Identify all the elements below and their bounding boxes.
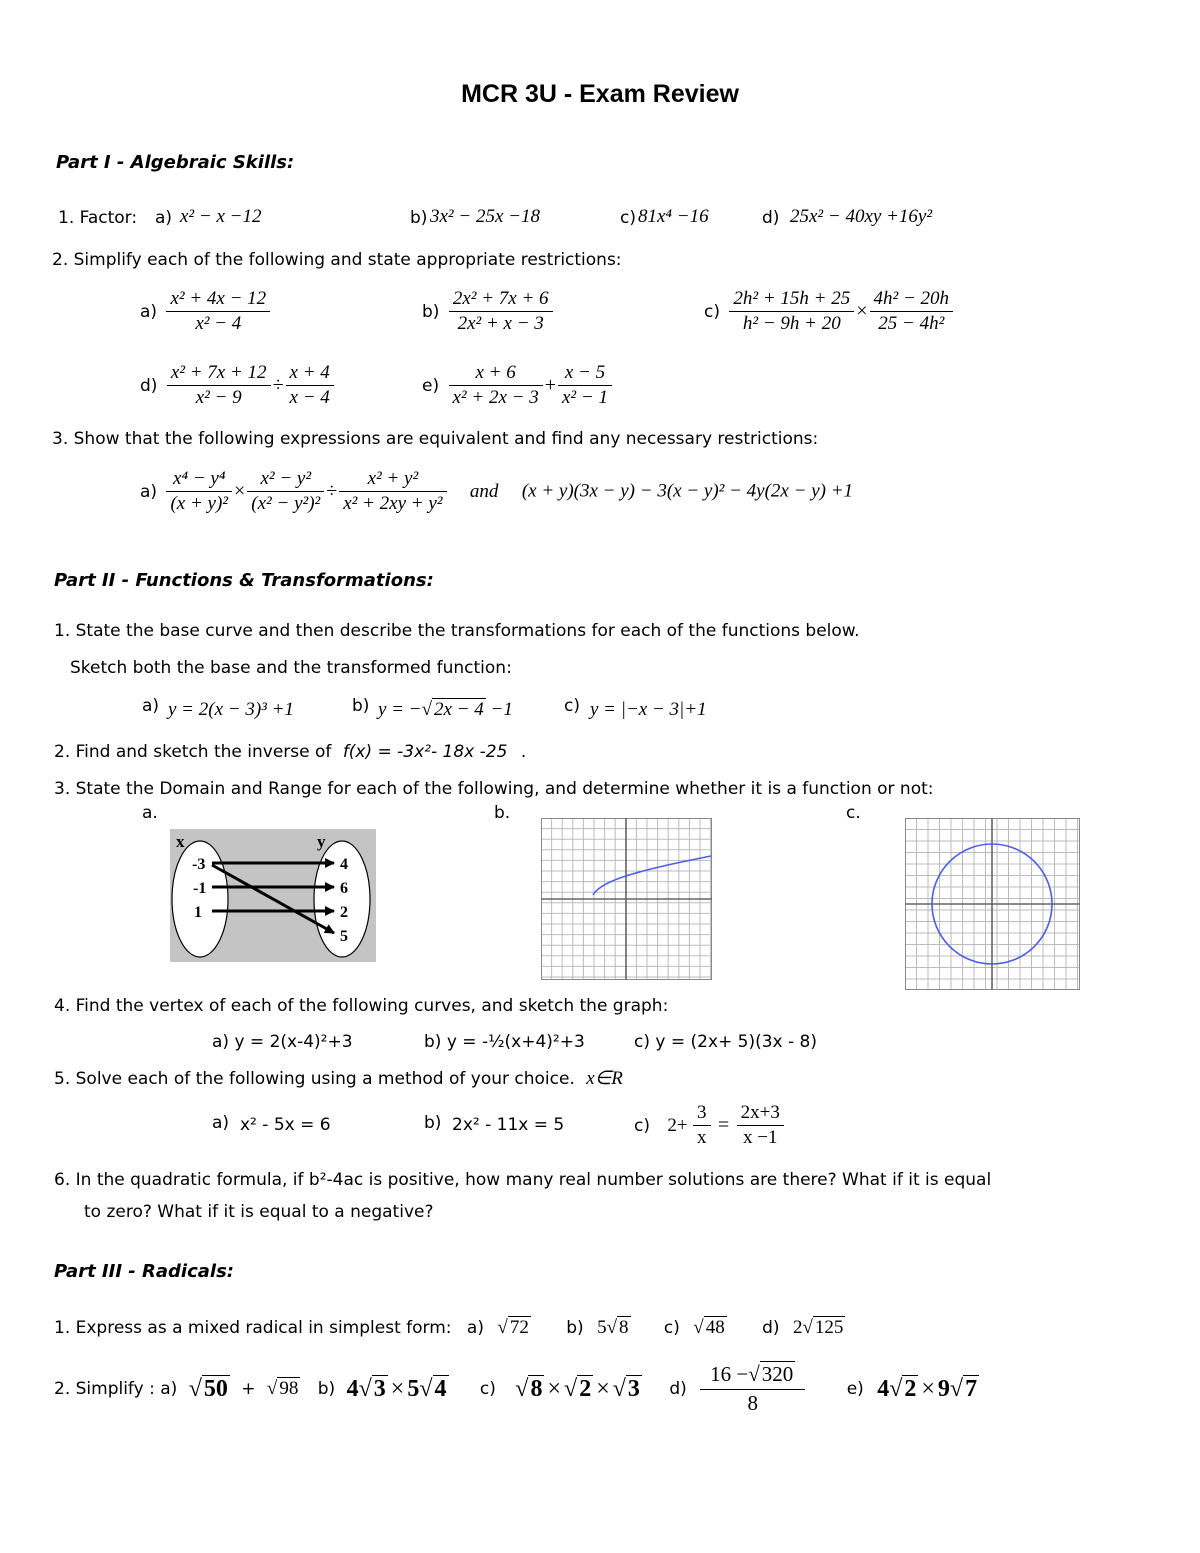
q2-b	[422, 288, 553, 335]
q2-e	[422, 362, 612, 409]
p3-q2-b-expr: 4√3 × 5√4	[346, 1375, 447, 1402]
q1-b-label: b)	[410, 208, 428, 228]
part2-heading: Part II - Functions & Transformations:	[54, 570, 434, 591]
x-header: x	[176, 832, 185, 851]
p2-q1-b-label: b)	[352, 696, 370, 716]
q1-d-label: d)	[762, 208, 780, 228]
plus-sign: +	[544, 374, 556, 396]
p2-q5-c-fraction-2: $\frac{2x+3}{x -1}$	[737, 1102, 784, 1149]
q2-d-fraction-1: $\frac{\text{x² + 7x + 12}}{\text{x² − 9}}$	[167, 362, 271, 409]
p2-q1-a-expr: y = 2(x − 3)³ +1	[168, 699, 294, 720]
q1-lead: 1. Factor:	[58, 208, 138, 228]
p2-q2-function: f(x) = -3x²- 18x -25	[342, 742, 508, 762]
q2-c-label: c)	[704, 301, 720, 322]
q3-fraction-2: $\frac{\text{x² − y²}}{\text{(x² − y²)²}}$	[247, 468, 324, 515]
times-sign: ×	[234, 480, 246, 502]
p2-q6-line1: 6. In the quadratic formula, if b²-4ac is positive, how many real number solutions are there? What if it is equal	[54, 1170, 992, 1190]
radical-sign-icon: √	[421, 699, 433, 720]
p2-q1-lead: 1. State the base curve and then describe the transformations for each of the functions below.	[54, 621, 860, 641]
q2-e-fraction-1: $\frac{x + 6}{\text{x² + 2x − 3}}$	[449, 362, 543, 409]
x-val-3: 1	[194, 904, 202, 921]
x-val-2: -1	[193, 880, 207, 897]
y-header: y	[317, 832, 326, 851]
mapping-diagram	[170, 829, 376, 962]
p3-q1-a-radical: √ 72	[497, 1317, 529, 1338]
q1-d-expr: 25x² − 40xy +16y²	[790, 206, 933, 227]
p3-q1: 1. Express as a mixed radical in simplest form: a) √ 72 b) 5√ 8 c) √ 48 d) 2√ 125	[54, 1317, 844, 1338]
p3-q2-a-radical-2: √ 98	[266, 1378, 299, 1399]
p2-q5-a-label: a)	[212, 1113, 230, 1133]
q1-a-expr: x² − x −12	[180, 206, 262, 227]
p2-q5-b-label: b)	[424, 1113, 442, 1133]
part3-heading: Part III - Radicals:	[54, 1261, 234, 1282]
p2-q3-b-label: b.	[494, 803, 511, 823]
p3-q1-b-radical: √ 8	[606, 1317, 629, 1338]
q2-c-fraction-2: $\frac{\text{4h² − 20h}}{\text{25 − 4h²}}$	[870, 288, 954, 335]
p2-q3-a-label: a.	[142, 803, 158, 823]
p2-q1-b-expr: y = −√ 2x − 4 −1	[378, 699, 513, 720]
times-sign: ×	[856, 300, 868, 322]
y-val-2: 6	[340, 880, 348, 897]
q2-e-label: e)	[422, 375, 440, 396]
q2-d-label: d)	[140, 375, 158, 396]
p3-q2-e-expr: 4√2 × 9√7	[877, 1375, 978, 1402]
graph-b	[541, 818, 712, 980]
y-val-3: 2	[340, 904, 348, 921]
p3-q2-d-fraction: $\frac{16 -√320}{8}$	[700, 1362, 805, 1416]
q3-fraction-3: $\frac{\text{x² + y²}}{\text{x² + 2xy + y²}}$	[339, 468, 446, 515]
q3-a-label: a)	[140, 481, 158, 502]
p3-q2: 2. Simplify : a) √50 + √ 98 b) 4√3 × 5√4 c) √8 × √2 × √3 d) $\frac{16 -√320}{8}$ e) 4√2 × 9√7	[54, 1362, 978, 1415]
q1-b-expr: 3x² − 25x −18	[430, 206, 540, 227]
p2-q1-a-label: a)	[142, 696, 160, 716]
and-word: and	[469, 480, 499, 502]
p3-q2-a-radical-1: √50	[188, 1375, 228, 1402]
p2-q5-domain: x∈R	[586, 1068, 623, 1089]
p3-q1-d-radical: √ 125	[802, 1317, 844, 1338]
p2-q5-c-fraction-1: $\frac{3}{x}$	[693, 1102, 711, 1149]
p2-q5-a-expr: x² - 5x = 6	[240, 1115, 331, 1135]
p3-q2-c-expr: √8 × √2 × √3	[515, 1375, 640, 1402]
p2-q5-b-expr: 2x² - 11x = 5	[452, 1115, 565, 1135]
q2-c	[704, 288, 953, 335]
p2-q1-c-expr: y = |−x − 3|+1	[590, 699, 707, 720]
p2-q5-lead: 5. Solve each of the following using a method of your choice.	[54, 1069, 575, 1089]
p2-q6-line2: to zero? What if it is equal to a negative?	[84, 1202, 434, 1222]
q2-d	[140, 362, 334, 409]
q2-e-fraction-2: $\frac{x - 5}{\text{x² − 1}}$	[558, 362, 612, 409]
p2-q4-lead: 4. Find the vertex of each of the following curves, and sketch the graph:	[54, 996, 669, 1016]
p2-q4-b: b) y = -½(x+4)²+3	[424, 1032, 585, 1052]
q3-fraction-1: $\frac{\text{x⁴ − y⁴}}{\text{(x + y)²}}$	[166, 468, 232, 515]
p3-q1-lead: 1. Express as a mixed radical in simplest form:	[54, 1318, 452, 1338]
p2-q5	[54, 1067, 623, 1090]
p2-q5-c: c) 2+ $\frac{3}{x}$ = $\frac{2x+3}{x -1}$	[634, 1102, 784, 1149]
q2-d-fraction-2: $\frac{x + 4}{x - 4}$	[286, 362, 334, 409]
p2-q4-c: c) y = (2x+ 5)(3x - 8)	[634, 1032, 817, 1052]
p2-q1-c-label: c)	[564, 696, 580, 716]
p2-q4-a: a) y = 2(x-4)²+3	[212, 1032, 353, 1052]
q3-rhs-expr: (x + y)(3x − y) − 3(x − y)² − 4y(2x − y) +1	[521, 480, 854, 502]
equals-sign: =	[717, 1114, 730, 1136]
p2-q3-c-label: c.	[846, 803, 861, 823]
q3-a	[140, 468, 853, 515]
y-val-1: 4	[340, 856, 348, 873]
q1-c-label: c)	[620, 208, 636, 228]
q2-b-fraction: $\frac{\text{2x² + 7x + 6}}{\text{2x² + x − 3}}$	[449, 288, 553, 335]
graph-c	[905, 818, 1080, 990]
p2-q2: 2. Find and sketch the inverse of f(x) = -3x²- 18x -25 .	[54, 742, 527, 762]
page-title: MCR 3U - Exam Review	[461, 80, 739, 108]
p2-q1-lead2: Sketch both the base and the transformed function:	[70, 658, 512, 678]
divide-sign: ÷	[326, 480, 338, 502]
p2-q5-c-label: c)	[634, 1115, 650, 1136]
p3-q1-c-radical: √ 48	[693, 1317, 725, 1338]
p3-q2-lead: 2. Simplify : a)	[54, 1379, 178, 1399]
q1-c-expr: 81x⁴ −16	[638, 206, 709, 227]
p2-q2-lead: 2. Find and sketch the inverse of	[54, 742, 332, 762]
sqrt-curve	[593, 856, 711, 895]
q2-c-fraction-1: $\frac{\text{2h² + 15h + 25}}{\text{h² − 9h + 20}}$	[729, 288, 854, 335]
part1-heading: Part I - Algebraic Skills:	[56, 152, 295, 173]
y-val-4: 5	[340, 928, 348, 945]
q2-a-label: a)	[140, 301, 158, 322]
p2-q3-lead: 3. State the Domain and Range for each of the following, and determine whether it is a function or not:	[54, 779, 934, 799]
q2-b-label: b)	[422, 301, 440, 322]
q2-a	[140, 288, 270, 335]
divide-sign: ÷	[272, 374, 284, 396]
q2-a-fraction: $\frac{\text{x² + 4x − 12}}{\text{x² − 4}}$	[166, 288, 270, 335]
x-val-1: -3	[192, 856, 206, 873]
q2-lead: 2. Simplify each of the following and state appropriate restrictions:	[52, 250, 622, 270]
q3-lead: 3. Show that the following expressions are equivalent and find any necessary restrictions:	[52, 429, 819, 449]
q1-a-label: a)	[155, 208, 173, 228]
